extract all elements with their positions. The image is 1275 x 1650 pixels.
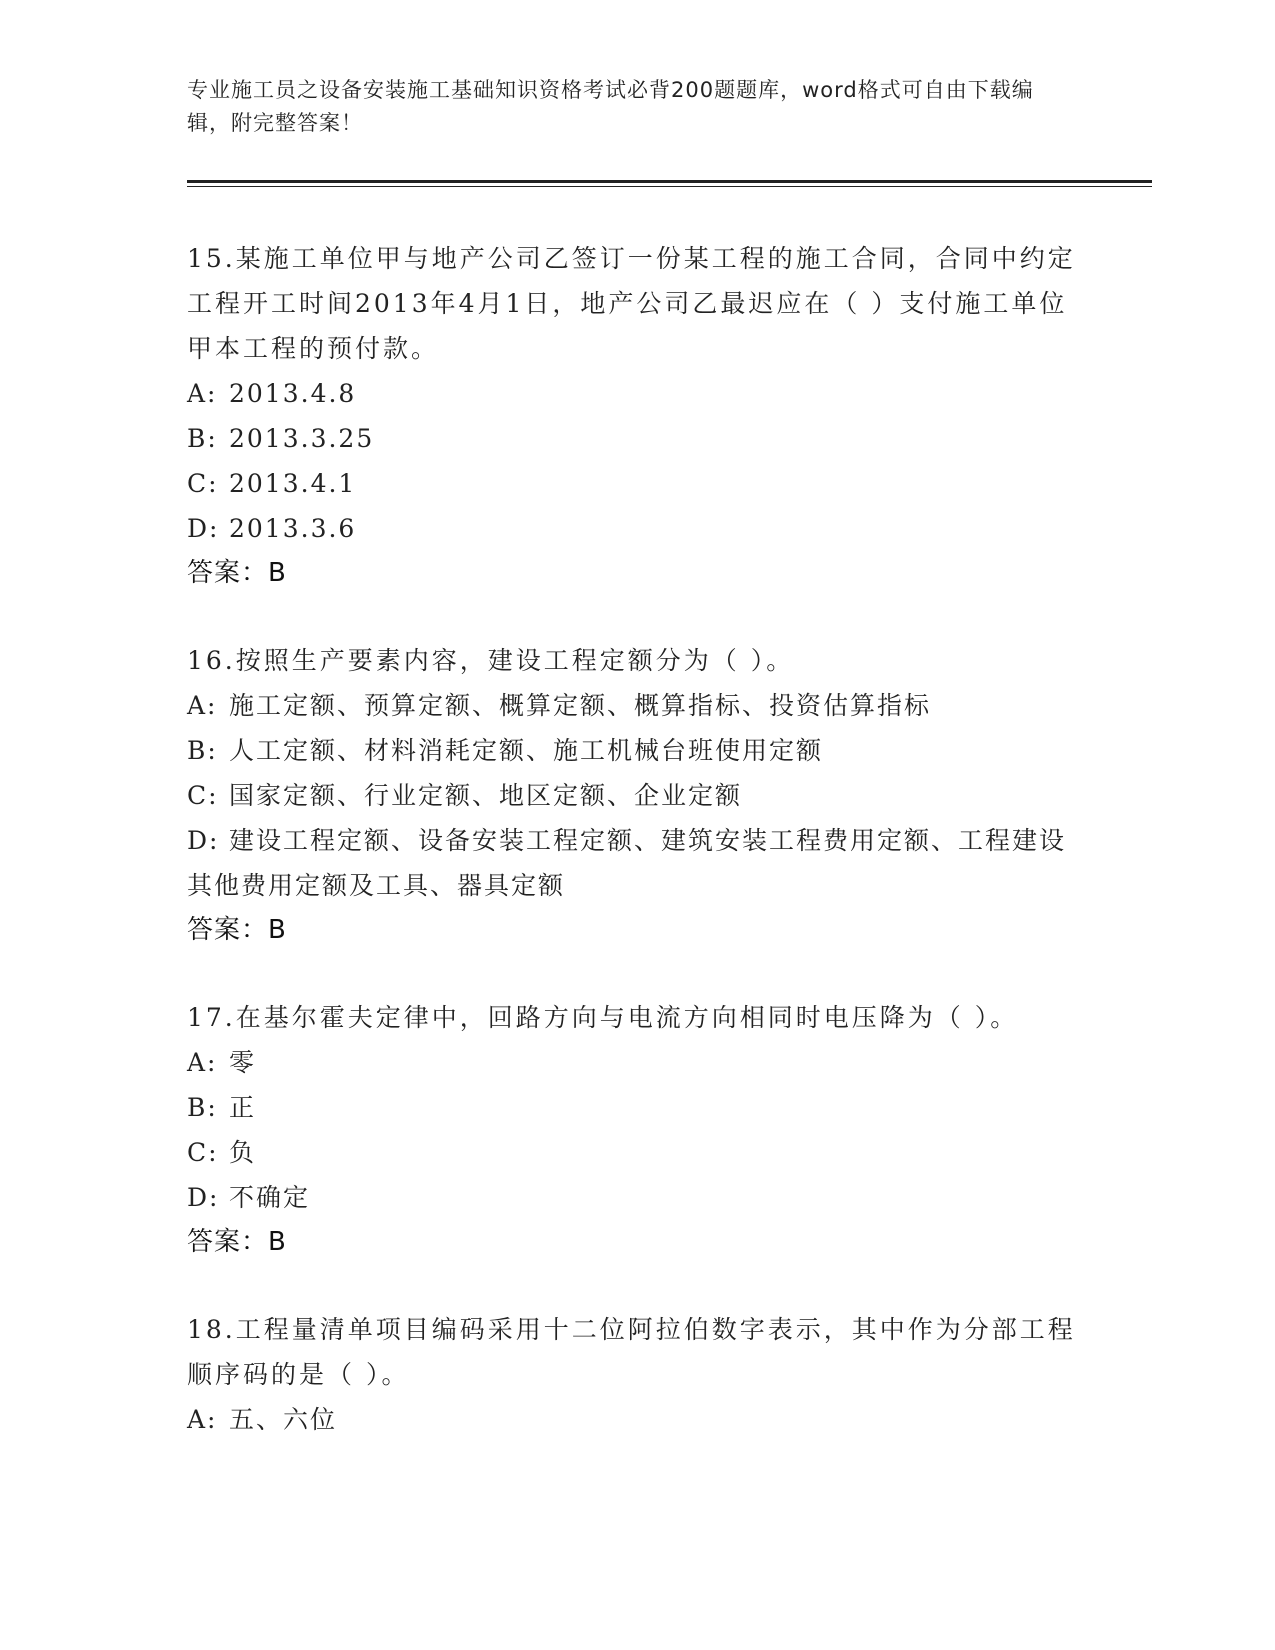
question-block (187, 638, 1087, 953)
option-letter: B: (187, 424, 218, 453)
answer-option (187, 728, 1087, 773)
option-letter: B: (187, 1093, 218, 1122)
answer-option (187, 818, 1087, 908)
option-text: 负 (229, 1138, 257, 1167)
answer-option (187, 416, 1087, 461)
option-text: 正 (229, 1093, 257, 1122)
option-letter: A: (187, 691, 218, 720)
option-text: 五、六位 (229, 1405, 338, 1434)
header-divider-thin (187, 186, 1152, 187)
question-block (187, 1307, 1087, 1442)
option-letter: B: (187, 736, 218, 765)
header-divider-thick (187, 180, 1152, 183)
option-text: 2013.4.8 (229, 379, 357, 408)
option-letter: D: (187, 1183, 220, 1212)
option-text: 2013.4.1 (229, 469, 357, 498)
answer-option (187, 1085, 1087, 1130)
question-text: 17.在基尔霍夫定律中，回路方向与电流方向相同时电压降为（ ）。 (187, 1003, 1019, 1032)
answer-option (187, 1397, 1087, 1442)
answer-key: 答案：B (187, 915, 287, 945)
question-list (187, 236, 1087, 1484)
option-letter: D: (187, 826, 220, 855)
option-letter: A: (187, 379, 218, 408)
option-text: 2013.3.6 (229, 514, 357, 543)
option-text: 人工定额、材料消耗定额、施工机械台班使用定额 (229, 736, 824, 765)
answer-option (187, 683, 1087, 728)
option-text: 不确定 (229, 1183, 311, 1212)
option-text: 建设工程定额、设备安装工程定额、建筑安装工程费用定额、工程建设其他费用定额及工具、器具定额 (187, 826, 1067, 900)
option-text: 国家定额、行业定额、地区定额、企业定额 (229, 781, 743, 810)
option-letter: C: (187, 1138, 219, 1167)
answer-option (187, 461, 1087, 506)
option-letter: A: (187, 1405, 218, 1434)
question-text: 18.工程量清单项目编码采用十二位阿拉伯数字表示，其中作为分部工程顺序码的是（ ）。 (187, 1315, 1076, 1389)
answer-option (187, 773, 1087, 818)
option-text: 2013.3.25 (229, 424, 375, 453)
answer-key: 答案：B (187, 558, 287, 588)
answer-option (187, 1175, 1087, 1220)
question-block (187, 236, 1087, 596)
answer-option (187, 1040, 1087, 1085)
question-block (187, 995, 1087, 1265)
document-title: 专业施工员之设备安装施工基础知识资格考试必背200题题库，word格式可自由下载编辑，附完整答案！ (187, 78, 1034, 135)
option-letter: D: (187, 514, 220, 543)
option-letter: A: (187, 1048, 218, 1077)
option-letter: C: (187, 469, 219, 498)
answer-option (187, 1130, 1087, 1175)
question-text: 16.按照生产要素内容，建设工程定额分为（ ）。 (187, 646, 795, 675)
option-text: 零 (229, 1048, 257, 1077)
option-letter: C: (187, 781, 219, 810)
answer-option (187, 506, 1087, 551)
option-text: 施工定额、预算定额、概算定额、概算指标、投资估算指标 (229, 691, 932, 720)
answer-key: 答案：B (187, 1227, 287, 1257)
question-text: 15.某施工单位甲与地产公司乙签订一份某工程的施工合同，合同中约定工程开工时间2013年4月1日，地产公司乙最迟应在（ ）支付施工单位甲本工程的预付款。 (187, 244, 1076, 363)
answer-option (187, 371, 1087, 416)
